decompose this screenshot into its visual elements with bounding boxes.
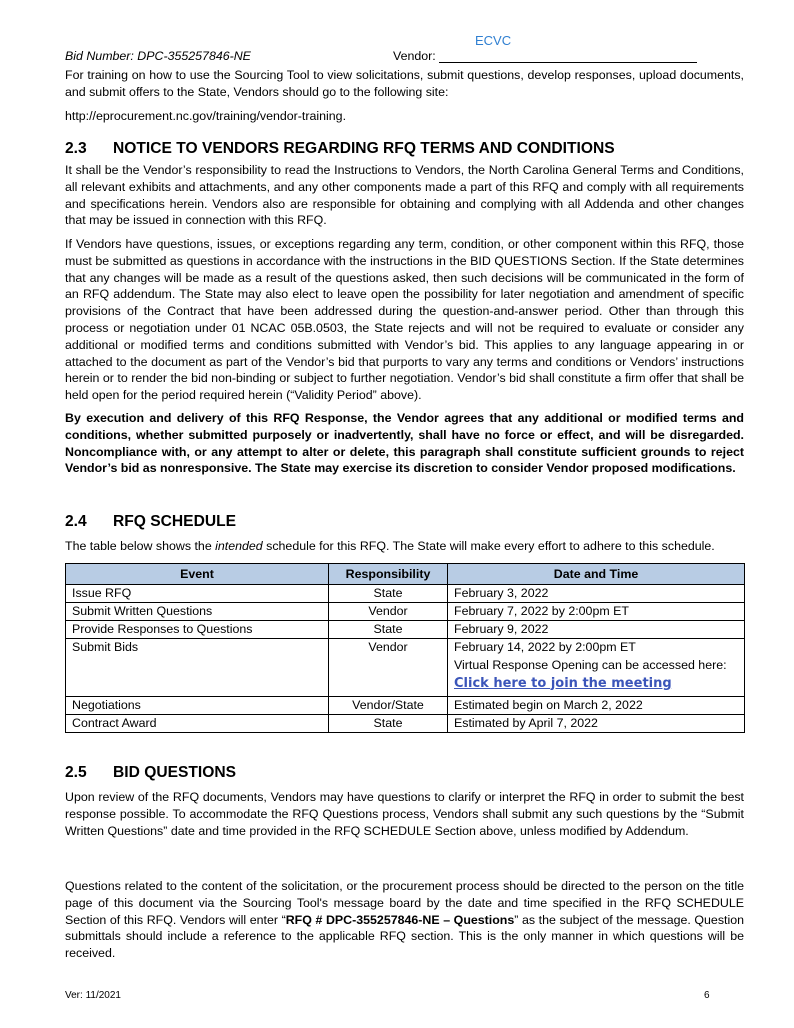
intro-text: The table below shows the <box>65 539 216 553</box>
subject-line: RFQ # DPC-355257846-NE – Questions <box>285 912 515 927</box>
meeting-note: Virtual Response Opening can be accessed here: <box>454 657 727 672</box>
vendor-field <box>393 49 697 63</box>
section-title: BID QUESTIONS <box>113 764 237 781</box>
table-row <box>66 621 745 639</box>
paragraph-text: Questions related to the content of the solicitation, or the procurement process should be directed to the person on the title page of this document via the Sourcing Tool's message board by the date and time specified in the RFQ SCHEDULE Section of this RFQ. Vendors will enter “ <box>65 879 744 927</box>
footer-version: Ver: 11/2021 <box>65 990 121 1001</box>
date-cell: Estimated by April 7, 2022 <box>448 715 745 733</box>
footer-page-number: 6 <box>704 990 710 1001</box>
bid-number: Bid Number: DPC-355257846-NE <box>65 49 251 63</box>
date-cell: Estimated begin on March 2, 2022 <box>448 697 745 715</box>
paragraph-text: ” as the subject of the message. Question submittals should include a reference to the applicable RFQ section. This is the only manner in which questions will be received. <box>65 912 744 961</box>
event-cell: Submit Bids <box>66 639 329 697</box>
event-cell: Contract Award <box>66 715 329 733</box>
vendor-signature-line <box>439 50 697 63</box>
section-title: RFQ SCHEDULE <box>113 513 237 530</box>
event-cell: Submit Written Questions <box>66 603 329 621</box>
responsibility-cell: Vendor/State <box>329 697 448 715</box>
intro-italic: intended <box>215 539 263 553</box>
event-cell: Provide Responses to Questions <box>66 621 329 639</box>
responsibility-cell: State <box>329 621 448 639</box>
date-cell: February 3, 2022 <box>448 585 745 603</box>
table-row <box>66 603 745 621</box>
section-2-5-p1 <box>65 789 744 839</box>
training-link-block <box>65 109 744 123</box>
page-header <box>65 49 744 63</box>
training-link[interactable]: http://eprocurement.nc.gov/training/vendor-training. <box>65 109 347 123</box>
training-paragraph <box>65 67 744 101</box>
section-2-5-heading <box>65 764 744 782</box>
table-header-row <box>66 564 745 585</box>
column-header-event: Event <box>66 564 329 585</box>
vendor-label: Vendor: <box>393 49 436 63</box>
section-2-3-p2 <box>65 236 744 404</box>
section-2-5-p2 <box>65 878 744 962</box>
section-number: 2.3 <box>65 140 87 157</box>
column-header-responsibility: Responsibility <box>329 564 448 585</box>
table-row <box>66 715 745 733</box>
event-cell: Issue RFQ <box>66 585 329 603</box>
responsibility-cell: Vendor <box>329 603 448 621</box>
schedule-table <box>65 563 745 733</box>
date-cell <box>448 639 745 697</box>
section-2-3-p3 <box>65 410 744 477</box>
section-number: 2.4 <box>65 513 87 530</box>
section-2-4-heading <box>65 513 744 531</box>
paragraph-bold: By execution and delivery of this RFQ Response, the Vendor agrees that any additional or modified terms and conditions, whether submitted purposely or inadvertently, shall have no force or effect, and will be disregarded. Noncompliance with, or any attempt to alter or delete, this paragraph shall constitute sufficient grounds to reject Vendor’s bid as nonresponsive. The State may exercise its discretion to consider Vendor proposed modifications. <box>65 411 744 476</box>
paragraph: It shall be the Vendor’s responsibility to read the Instructions to Vendors, the North Carolina General Terms and Conditions, all relevant exhibits and attachments, and any other components made a part of this RFQ and comply with all requirements and specifications herein. Vendors also are responsible for obtaining and complying with all Addenda and other changes that may be issued in connection with this RFQ. <box>65 163 744 228</box>
event-cell: Negotiations <box>66 697 329 715</box>
paragraph: Upon review of the RFQ documents, Vendors may have questions to clarify or interpret the RFQ in order to submit the best response possible. To accommodate the RFQ Questions process, Vendors shall submit any such questions by the “Submit Written Questions” date and time provided in the RFQ SCHEDULE Section above, unless modified by Addendum. <box>65 790 744 838</box>
section-title: NOTICE TO VENDORS REGARDING RFQ TERMS AND CONDITIONS <box>113 140 615 157</box>
responsibility-cell: State <box>329 715 448 733</box>
date-cell: February 9, 2022 <box>448 621 745 639</box>
section-number: 2.5 <box>65 764 87 781</box>
table-row <box>66 585 745 603</box>
date-text: February 14, 2022 by 2:00pm ET <box>454 640 636 654</box>
table-row <box>66 639 745 697</box>
schedule-table-wrap <box>65 563 744 733</box>
table-row <box>66 697 745 715</box>
section-2-3-p1 <box>65 162 744 229</box>
date-cell: February 7, 2022 by 2:00pm ET <box>448 603 745 621</box>
section-2-3-heading <box>65 140 744 158</box>
join-meeting-link[interactable]: Click here to join the meeting <box>454 675 672 691</box>
paragraph: If Vendors have questions, issues, or exceptions regarding any term, condition, or other component within this RFQ, those must be submitted as questions in accordance with the instructions in the BID QUESTIONS Section. If the State determines that any changes will be made as a result of the questions asked, then such decisions will be communicated in the form of an RFQ addendum. The State may also elect to leave open the possibility for later negotiation and amendment of specific provisions of the Contract that have been addressed during the question-and-answer period. Other than through this process or negotiation under 01 NCAC 05B.0503, the State rejects and will not be required to evaluate or consider any additional or modified terms and conditions submitted with Vendor’s bid. This applies to any language appearing in or attached to the document as part of the Vendor’s bid that purports to vary any terms and conditions or Vendors’ instructions herein or to render the bid non-binding or subject to further negotiation. Vendor’s bid shall constitute a firm offer that shall be held open for the period required herein (“Validity Period” above). <box>65 237 744 403</box>
intro-text: schedule for this RFQ. The State will make every effort to adhere to this schedule. <box>262 539 715 553</box>
training-text: For training on how to use the Sourcing Tool to view solicitations, submit questions, develop responses, upload documents, and submit offers to the State, Vendors should go to the following site: <box>65 68 744 99</box>
column-header-date: Date and Time <box>448 564 745 585</box>
schedule-intro <box>65 538 744 555</box>
ecvc-stamp: ECVC <box>475 33 512 48</box>
responsibility-cell: State <box>329 585 448 603</box>
responsibility-cell: Vendor <box>329 639 448 697</box>
